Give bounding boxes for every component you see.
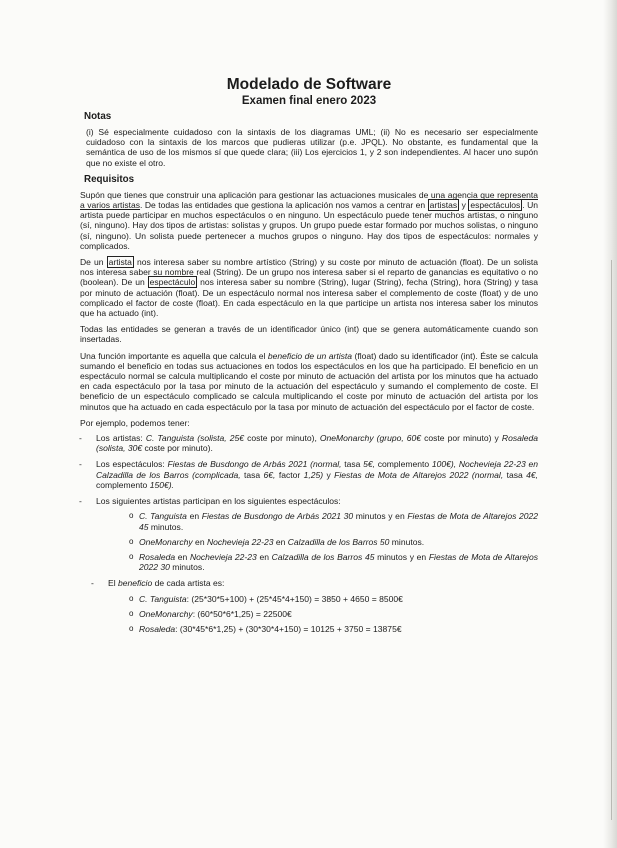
- requisitos-heading: Requisitos: [84, 173, 135, 185]
- text-run: y: [459, 200, 469, 211]
- beneficio-item: [129, 624, 538, 634]
- italic-run: Rosaleda: [139, 551, 176, 562]
- italic-run: Calzadilla de los Barros 45: [271, 551, 375, 562]
- text-run: coste por minuto) y: [421, 433, 502, 444]
- formula: : (60*50*6*1,25) = 22500€: [192, 608, 292, 619]
- ejemplo-artistas: [80, 433, 538, 453]
- text-run: minutos.: [148, 521, 184, 532]
- text-run: Una función importante es aquella que calcula el: [80, 350, 268, 361]
- boxed-entity-artistas: artistas: [429, 200, 458, 211]
- text-run: . Un artista puede participar en muchos espectáculos o en ninguno. Un espectáculo puede tener muchos artistas, o ninguno (sí, ninguno). Hay dos tipos de artistas: solistas y grupos. Un grupo puede estar formado por muchos solistas, o ninguno (sí, ninguno). Un solista puede pertenecer a muchos grupos o ninguno. Hay dos tipos de espectáculos: normales y complicados.: [80, 200, 539, 251]
- text-run: y: [323, 469, 335, 480]
- italic-run: C. Tanguista: [139, 593, 187, 604]
- text-run: (float) dado su identificador (int). Éste se calcula sumando el beneficio en todas sus actuaciones en todos los espectáculos en los que ha participado. El beneficio en un espectáculo normal se calcula multiplicando el coste por minuto de actuación del artista por los minutos que ha actuado en cada espectáculo por la tasa por minuto de la actuación del espectáculo y sumando el complemento de coste. El beneficio de un espectáculo complicado se calcula multiplicando el coste por minuto de actuación del artista por los minutos que ha actuado en cada espectáculo por la tasa por minuto de actuación del espectáculo por el factor de coste.: [80, 350, 538, 412]
- italic-run: 100€), Nochevieja 22-23 en Calzadilla de los Barros (complicada,: [96, 459, 538, 480]
- text-run: De un: [80, 257, 107, 268]
- scan-edge-line: [611, 260, 612, 820]
- text-run: factor: [275, 469, 304, 480]
- italic-run: OneMonarchy: [139, 608, 193, 619]
- italic-run: Nochevieja 22-23: [206, 536, 274, 547]
- participation-item: [129, 552, 538, 572]
- requisitos-paragraph-5: Por ejemplo, podemos tener:: [80, 417, 190, 428]
- text-run: Los siguientes artistas participan en los siguientes espectáculos:: [96, 496, 341, 507]
- italic-run: Fiestas de Mota de Altarejos 2022 30: [139, 551, 538, 573]
- italic-run: Fiestas de Busdongo de Arbás 2021 (normal,: [167, 459, 342, 470]
- requisitos-paragraph-2: [80, 257, 538, 318]
- text-run: en: [186, 511, 202, 522]
- text-run: Los artistas:: [96, 433, 146, 444]
- text-run: tasa: [341, 459, 364, 470]
- underlined-phrase: representa a varios artistas: [80, 189, 538, 211]
- page-title: Modelado de Software: [226, 76, 392, 93]
- scan-edge: [603, 0, 617, 848]
- text-run: nos interesa saber su nombre artístico (String) y su coste por minuto de actuación (float). De un solista nos interesa saber su nombre real (String). De un grupo nos interesa saber si el reparto de ganancias es equitativo o no (boolean). De un: [80, 257, 538, 288]
- boxed-entity-espectaculo: espectáculo: [149, 277, 196, 288]
- beneficio-item: [129, 594, 538, 604]
- participation-item: [129, 511, 538, 531]
- ejemplo-participan: [80, 496, 538, 572]
- ejemplo-beneficio: [80, 578, 538, 634]
- ejemplo-espectaculos: [80, 459, 538, 490]
- text-run: en: [273, 536, 288, 547]
- italic-run: OneMonarchy: [139, 536, 193, 547]
- italic-run: Fiestas de Busdongo de Arbás 2021 30: [201, 511, 354, 522]
- italic-run: 1,25): [303, 469, 324, 480]
- boxed-entity-espectaculos: espectáculos: [470, 200, 521, 211]
- participation-item: [129, 537, 538, 547]
- beneficio-item: [129, 609, 538, 619]
- text-run: tasa: [240, 469, 264, 480]
- notas-heading: Notas: [84, 111, 112, 122]
- italic-run: Fiestas de Mota de Altarejos 2022 (normal,: [334, 469, 504, 480]
- italic-run: 4€,: [526, 469, 539, 480]
- italic-run: Rosaleda (solista, 30€: [96, 433, 539, 454]
- text-run: coste por minuto),: [244, 433, 320, 444]
- text-run: minutos y en: [353, 511, 408, 522]
- text-run: complemento: [96, 479, 150, 490]
- text-run: . De todas las entidades que gestiona la aplicación nos vamos a centrar en: [140, 200, 428, 211]
- italic-run: Rosaleda: [139, 623, 176, 634]
- text-run: Los espectáculos:: [96, 459, 168, 470]
- ejemplo-list: [80, 433, 538, 634]
- italic-run: C. Tanguista: [139, 511, 187, 522]
- formula: : (30*45*6*1,25) + (30*30*4+150) = 10125 + 3750 = 13875€: [175, 623, 402, 634]
- text-run: nos interesa saber su nombre (String), lugar (String), fecha (String), hora (String) y tasa por minuto de actuación (float). De un espectáculo normal nos interesa saber el complemento de coste (float) y de uno complicado el factor de coste (float). En cada espectáculo en la que participe un artista nos interesa saber los minutos que ha actuado (int).: [80, 277, 538, 319]
- emphasis: beneficio de un artista: [267, 350, 352, 361]
- text-run: minutos.: [169, 562, 205, 573]
- italic-run: 5€,: [363, 459, 376, 470]
- exam-page: [80, 76, 538, 640]
- italic-run: 6€,: [263, 469, 276, 480]
- text-run: Supón que tienes que construir una aplicación para gestionar las actuaciones musicales de una agencia que: [80, 189, 498, 200]
- text-run: de cada artista es:: [152, 578, 225, 589]
- italic-run: Nochevieja 22-23: [189, 551, 257, 562]
- beneficio-list: [108, 594, 538, 635]
- text-run: tasa: [503, 469, 527, 480]
- text-run: en: [175, 551, 190, 562]
- formula: : (25*30*5+100) + (25*45*4+150) = 3850 + 4650 = 8500€: [186, 593, 403, 604]
- page-subtitle: Examen final enero 2023: [241, 95, 377, 107]
- text-run: coste por minuto).: [142, 443, 213, 454]
- emphasis: beneficio: [117, 578, 153, 589]
- italic-run: OneMonarchy (grupo, 60€: [319, 433, 422, 444]
- notas-text: (i) Sé especialmente cuidadoso con la sintaxis de los diagramas UML; (ii) No es necesario ser especialmente cuidadoso con la sintaxis de los marcos que pudieras utilizar (p.e. JPQL). No obstante, es fundamental que la semántica de uso de los mismos sí que quede clara; (iii) Los ejercicios 1, y 2 son independientes. Al hacer uno supón que no existe el otro.: [86, 127, 538, 168]
- italic-run: Fiestas de Mota de Altarejos 2022 45: [139, 511, 538, 532]
- italic-run: 150€).: [149, 479, 174, 490]
- italic-run: C. Tanguista (solista, 25€: [145, 433, 245, 444]
- text-run: El: [108, 578, 118, 589]
- italic-run: Calzadilla de los Barros 50: [287, 536, 390, 547]
- requisitos-paragraph-3: Todas las entidades se generan a través de un identificador único (int) que se genera automáticamente cuando son insertadas.: [80, 324, 538, 345]
- text-run: en: [192, 536, 207, 547]
- boxed-entity-artista: artista: [108, 257, 132, 268]
- text-run: en: [256, 551, 272, 562]
- text-run: minutos y en: [374, 551, 429, 562]
- text-run: minutos.: [389, 536, 425, 547]
- requisitos-paragraph-1: [80, 190, 538, 251]
- requisitos-paragraph-4: [80, 351, 538, 412]
- text-run: complemento: [375, 459, 432, 470]
- participation-list: [96, 511, 538, 572]
